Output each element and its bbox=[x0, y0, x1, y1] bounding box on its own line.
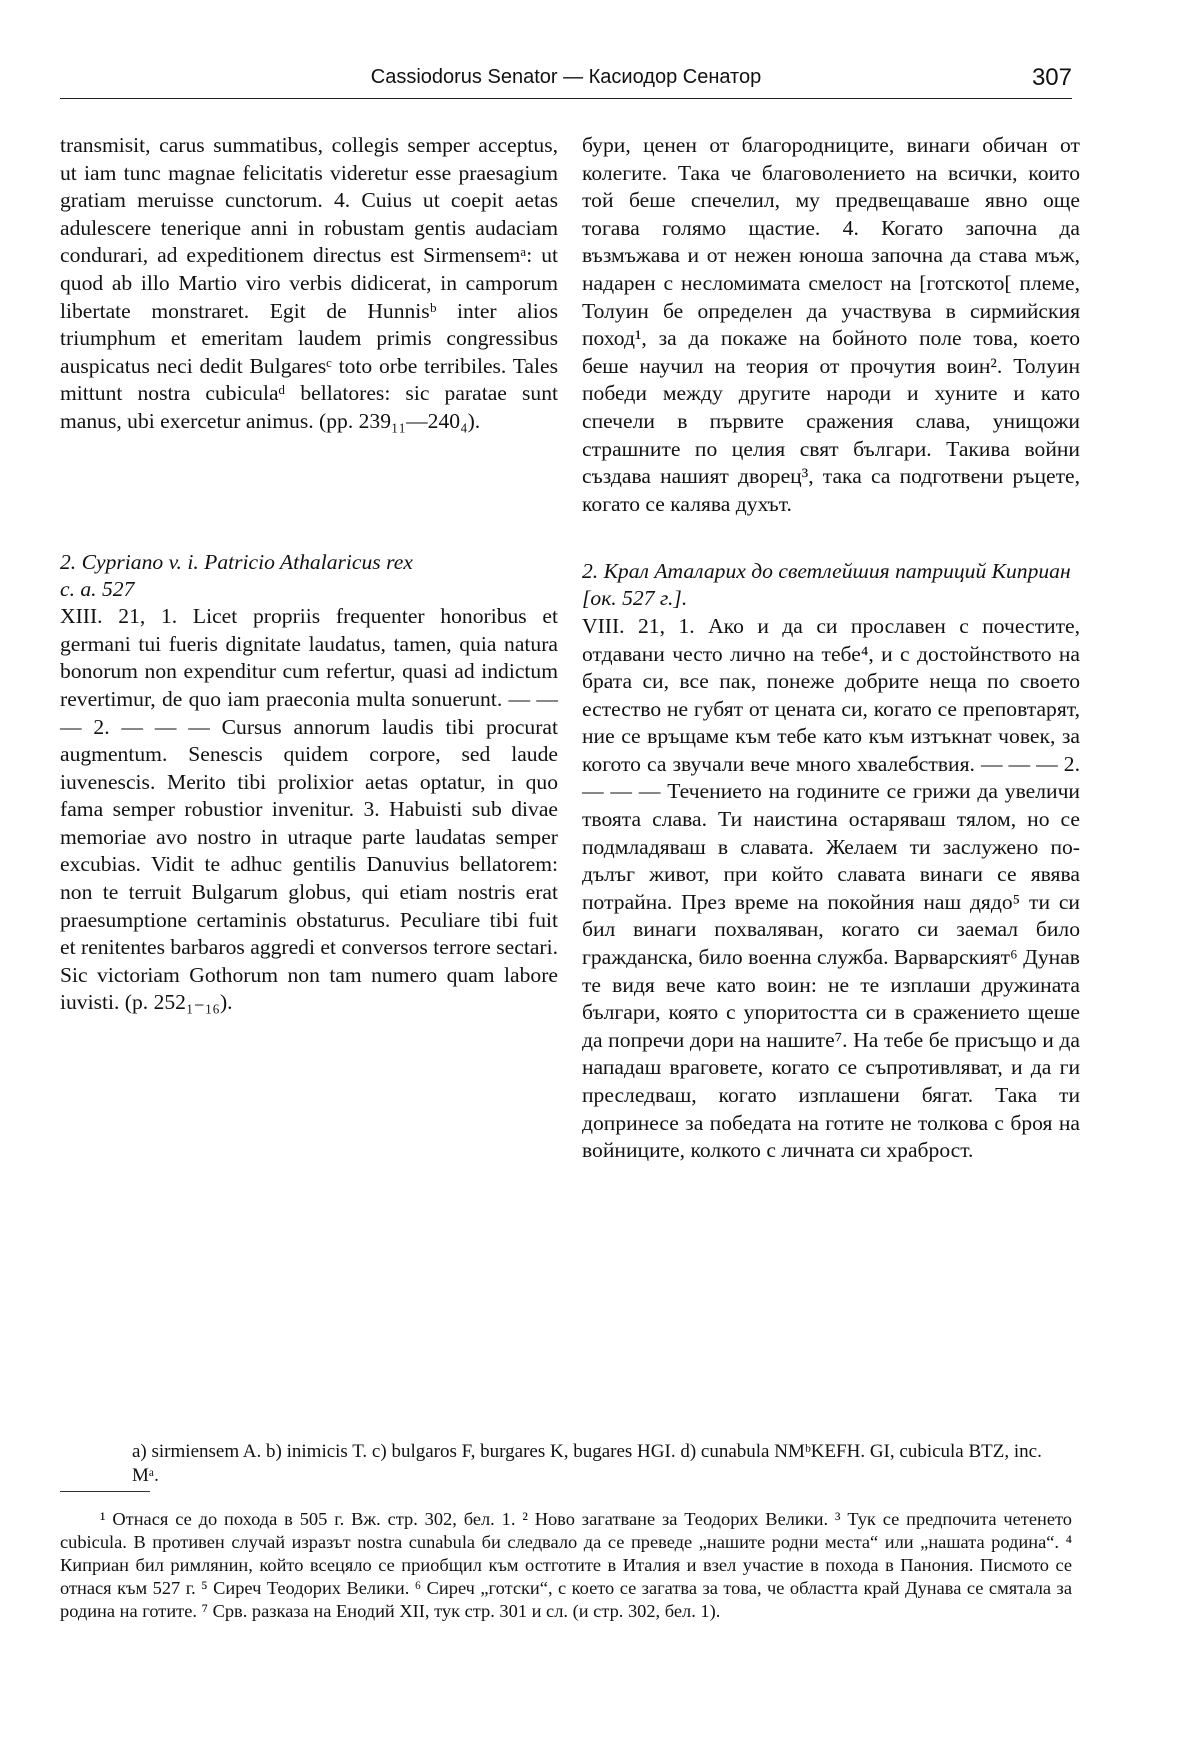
apparatus-notes-text: a) sirmiensem A. b) inimicis T. c) bulgaros F, burgares K, bugares HGI. d) cunabula NMᵇKEFH. GI, cubicula BTZ, inc. Mᵃ. bbox=[132, 1441, 1042, 1486]
page-number: 307 bbox=[1031, 64, 1072, 91]
bulgarian-section-date: [ок. 527 г.]. bbox=[582, 586, 688, 611]
latin-intro-paragraph: transmisit, carus summatibus, collegis semper acceptus, ut iam tunc magnae felicitatis videretur esse praesagium gratiam meruisse cunctorum. 4. Cuius ut coepit aetas adulescere tenerique anni in robustam gentis audaciam condurari, ad expeditionem directus est Sirmensemᵃ: ut quod ab illo Martio viro verbis didicerat, in camporum libertate monstraret. Egit de Hunnisᵇ inter alios triumphum et emeritam laudem primis congressibus auspicatus neci dedit Bulgaresᶜ toto orbe terribiles. Tales mittunt nostra cubiculaᵈ bellatores: sic paratae sunt manus, ubi exercetur animus. (pp. 239₁₁—240₄). bbox=[60, 133, 558, 433]
translator-notes bbox=[60, 1508, 1072, 1623]
latin-column bbox=[60, 132, 558, 1017]
latin-section-date: c. a. 527 bbox=[60, 576, 135, 601]
bulgarian-column bbox=[582, 132, 1080, 1165]
bulgarian-intro-paragraph: бури, ценен от благородниците, винаги обичан от колегите. Така че благоволението на всички, които той беше спечелил, му предвещаваше явно още тогава голямо щастие. 4. Когато започна да възмъжава и от нежен юноша започна да става мъж, надарен с несломимата смелост на [готското[ племе, Толуин бе определен да участвува в сирмийския поход¹, за да покаже на бойното поле това, което беше научил на теория от прочутия воин². Толуин победи между другите народи и хуните и като спечели в първите сражения слава, унищожи страшните по целия свят българи. Такива войни създава нашият дворец³, така са подготвени ръцете, когато се калява духът. bbox=[582, 133, 1080, 516]
footnote-divider bbox=[60, 1491, 150, 1492]
bulgarian-section-title: 2. Крал Аталарих до светлейшия патриций Киприан bbox=[582, 559, 1071, 584]
latin-section-paragraph: XIII. 21, 1. Licet propriis frequenter honoribus et germani tui fueris dignitate laudatus, tamen, quia natura bonorum non expenditur cum refertur, quasi ad indictum revertimur, de quo iam praeconia multa sonuerunt. — — — 2. — — — Cursus annorum laudis tibi procurat augmentum. Senescis quidem corpore, sed laude iuvenescis. Merito tibi prolixior aetas optatur, in quo fama semper robustior invenitur. 3. Habuisti sub divae memoriae avo nostro in utraque parte laudatas semper excubias. Vidit te adhuc gentilis Danuvius bellatorem: non te terruit Bulgarum globus, qui etiam nostris erat praesumptione certaminis obstaturus. Peculiare tibi fuit et renitentes barbaros aggredi et conversos terrore sectari. Sic victoriam Gothorum non tam numero quam labore iuvisti. (p. 252₁₋₁₆). bbox=[60, 604, 558, 1015]
bulgarian-section-paragraph: VIII. 21, 1. Ако и да си прославен с почестите, отдавани често лично на тебе⁴, и с достойнството на брата си, все пак, понеже добрите неща по своето естество не губят от цената си, когато се преповтарят, ние се връщаме към тебе като към изтъкнат човек, за когото са звучали вече много хвалебствия. — — — 2. — — — Течението на годините се грижи да увеличи твоята слава. Ти наистина остаряваш тялом, но се подмладяваш в славата. Желаем ти заслужено по-дълъг живот, при който славата винаги се явява потрайна. През време на покойния наш дядо⁵ ти си бил винаги похваляван, когато си заемал било гражданска, било военна служба. Варварският⁶ Дунав те видя вече като воин: не те изплаши дружината българи, която с упоритостта си в сражението щеше да попречи дори на нашите⁷. На тебе бе присъщо и да нападаш враговете, когато се съпротивляват, и да ги преследваш, когато изплашени бягат. Така ти допринесе за победата на готите не толкова с броя на войниците, колкото с личната си храброст. bbox=[582, 613, 1080, 1163]
apparatus-notes bbox=[60, 1440, 1072, 1488]
page-header bbox=[60, 64, 1072, 99]
latin-section-title: 2. Cypriano v. i. Patricio Athalaricus rex bbox=[60, 549, 413, 574]
translator-notes-text: ¹ Отнася се до похода в 505 г. Вж. стр. 302, бел. 1. ² Ново загатване за Теодорих Велики. ³ Тук се предпочита четенето cubicula. В противен случай изразът nostra cunabula би следвало да се преведе „нашите родни места“ или „нашата родина“. ⁴ Киприан бил римлянин, който всецяло се приобщил към остготите в Италия и взел участие в похода в Панония. Писмото се отнася към 527 г. ⁵ Сиреч Теодорих Велики. ⁶ Сиреч „готски“, с което се загатва за това, че областта край Дунава се смятала за родина на готите. ⁷ Срв. разказа на Енодий XII, тук стр. 301 и сл. (и стр. 302, бел. 1). bbox=[60, 1509, 1072, 1621]
running-title: Cassiodorus Senator — Касиодор Сенатор bbox=[370, 66, 762, 88]
